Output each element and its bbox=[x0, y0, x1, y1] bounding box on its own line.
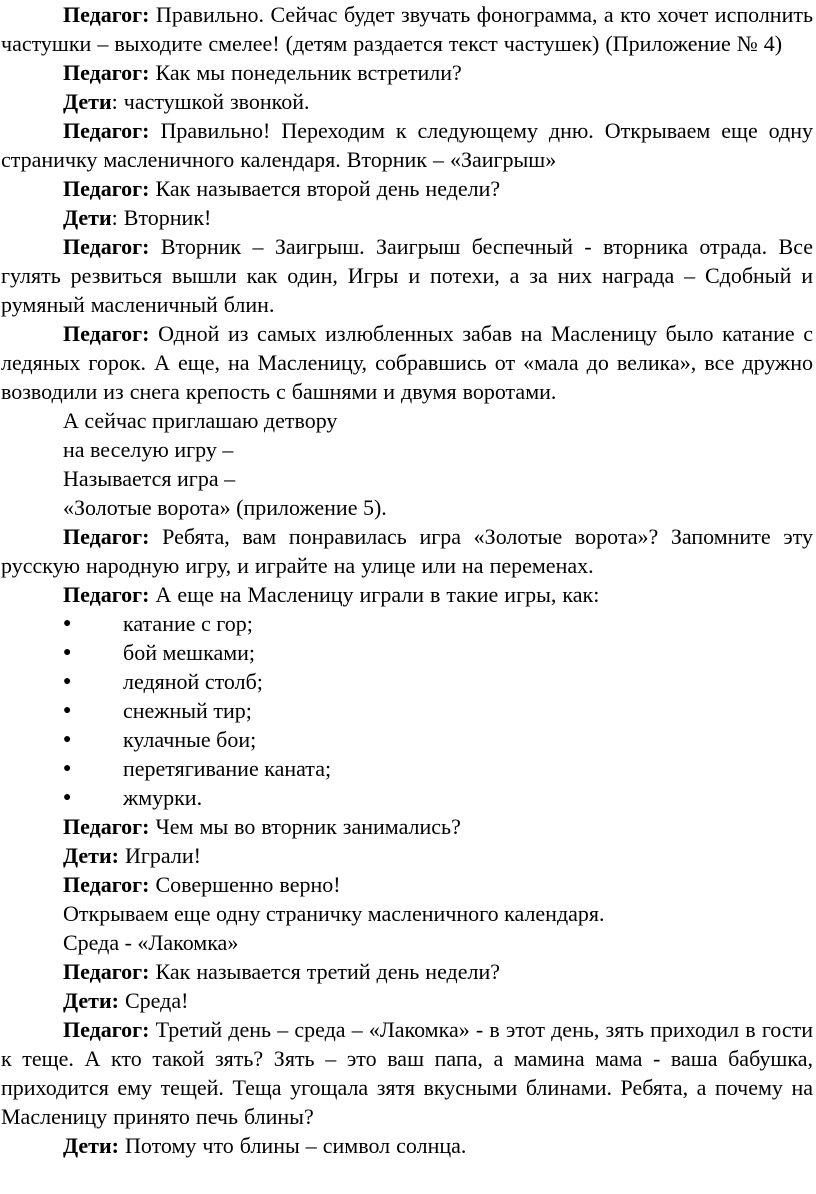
paragraph-text: Правильно! Переходим к следующему дню. Открываем еще одну страничку масленичного календаря. Вторник – «Заигрыш» bbox=[1, 118, 813, 172]
bullet-icon: ● bbox=[63, 703, 72, 718]
paragraph-text: Ребята, вам понравилась игра «Золотые ворота»? Запомните эту русскую народную игру, и играйте на улице или на переменах. bbox=[1, 524, 813, 578]
list-item-text: жмурки. bbox=[123, 785, 203, 810]
paragraph bbox=[1, 986, 813, 1015]
speaker-label: Дети: bbox=[63, 1133, 119, 1158]
speaker-label: Педагог: bbox=[63, 582, 150, 607]
paragraph bbox=[1, 203, 813, 232]
speaker-label: Педагог: bbox=[63, 321, 150, 346]
verse-line: А сейчас приглашаю детвору bbox=[63, 408, 338, 433]
bullet-icon: ● bbox=[63, 645, 72, 660]
speaker-label: Дети: bbox=[63, 988, 119, 1013]
paragraph-text: Одной из самых излюбленных забав на Масленицу было катание с ледяных горок. А еще, на Масленицу, собравшись от «мала до велика», все дружно возводили из снега крепость с башнями и двумя воротами. bbox=[1, 321, 813, 404]
list-item bbox=[0, 609, 816, 638]
speaker-label: Педагог: bbox=[63, 118, 150, 143]
list-item-text: перетягивание каната; bbox=[123, 756, 332, 781]
list-item bbox=[0, 638, 816, 667]
speaker-label: Педагог: bbox=[63, 1017, 150, 1042]
paragraph-text: Потому что блины – символ солнца. bbox=[118, 1133, 467, 1158]
paragraph bbox=[1, 957, 813, 986]
paragraph bbox=[1, 1015, 813, 1131]
bullet-icon: ● bbox=[63, 790, 72, 805]
paragraph bbox=[1, 116, 813, 174]
paragraph-text: Чем мы во вторник занимались? bbox=[149, 814, 461, 839]
paragraph bbox=[1, 232, 813, 319]
verse-line: «Золотые ворота» (приложение 5). bbox=[63, 495, 387, 520]
speaker-label: Педагог: bbox=[63, 872, 150, 897]
list-item bbox=[0, 754, 816, 783]
paragraph-text: Третий день – среда – «Лакомка» - в этот день, зять приходил в гости к теще. А кто такой зять? Зять – это ваш папа, а мамина мама - ваша бабушка, приходится ему тещей. Теща угощала зятя вкусными блинами. Ребята, а почему на Масленицу принято печь блины? bbox=[1, 1017, 813, 1129]
speaker-label: Педагог: bbox=[63, 234, 150, 259]
bullet-icon: ● bbox=[63, 616, 72, 631]
list-item-text: катание с гор; bbox=[123, 611, 253, 636]
paragraph bbox=[1, 812, 813, 841]
speaker-label: Дети bbox=[63, 89, 112, 114]
bullet-icon: ● bbox=[63, 761, 72, 776]
paragraph-text: Играли! bbox=[118, 843, 201, 868]
paragraph-text: Среда! bbox=[118, 988, 189, 1013]
paragraph-text: Как называется третий день недели? bbox=[149, 959, 501, 984]
paragraph-text: А еще на Масленицу играли в такие игры, как: bbox=[149, 582, 600, 607]
paragraph-text: : частушкой звонкой. bbox=[111, 89, 310, 114]
paragraph-text: Вторник – Заигрыш. Заигрыш беспечный - вторника отрада. Все гулять резвиться вышли как один, Игры и потехи, а за них награда – Сдобный и румяный масленичный блин. bbox=[1, 234, 813, 317]
list-item bbox=[0, 725, 816, 754]
list-item-text: ледяной столб; bbox=[123, 669, 263, 694]
verse-line: Называется игра – bbox=[63, 466, 236, 491]
list-item-text: бой мешками; bbox=[123, 640, 256, 665]
paragraph bbox=[1, 580, 813, 609]
paragraph-text: : Вторник! bbox=[111, 205, 212, 230]
paragraph bbox=[1, 0, 813, 58]
speaker-label: Педагог: bbox=[63, 524, 150, 549]
list-item bbox=[0, 783, 816, 812]
paragraph-text: Совершенно верно! bbox=[149, 872, 341, 897]
speaker-label: Дети bbox=[63, 205, 112, 230]
list-item bbox=[0, 667, 816, 696]
bullet-icon: ● bbox=[63, 732, 72, 747]
paragraph-text: Как называется второй день недели? bbox=[149, 176, 501, 201]
bullet-icon: ● bbox=[63, 674, 72, 689]
paragraph bbox=[1, 174, 813, 203]
speaker-label: Педагог: bbox=[63, 814, 150, 839]
speaker-label: Педагог: bbox=[63, 60, 150, 85]
paragraph bbox=[1, 841, 813, 870]
speaker-label: Педагог: bbox=[63, 176, 150, 201]
speaker-label: Педагог: bbox=[63, 959, 150, 984]
paragraph bbox=[1, 1131, 813, 1160]
speaker-label: Дети: bbox=[63, 843, 119, 868]
text-line: Открываем еще одну страничку масленичного календаря. bbox=[63, 901, 605, 926]
verse-line: на веселую игру – bbox=[63, 437, 234, 462]
paragraph bbox=[1, 87, 813, 116]
paragraph-text: Правильно. Сейчас будет звучать фонограмма, а кто хочет исполнить частушки – выходите смелее! (детям раздается текст частушек) (Приложение № 4) bbox=[1, 2, 813, 56]
list-item-text: снежный тир; bbox=[123, 698, 252, 723]
paragraph bbox=[1, 522, 813, 580]
speaker-label: Педагог: bbox=[63, 2, 150, 27]
text-line: Среда - «Лакомка» bbox=[63, 930, 239, 955]
list-item bbox=[0, 696, 816, 725]
paragraph bbox=[1, 319, 813, 406]
list-item-text: кулачные бои; bbox=[123, 727, 257, 752]
paragraph bbox=[1, 58, 813, 87]
paragraph bbox=[1, 870, 813, 899]
paragraph-text: Как мы понедельник встретили? bbox=[149, 60, 462, 85]
